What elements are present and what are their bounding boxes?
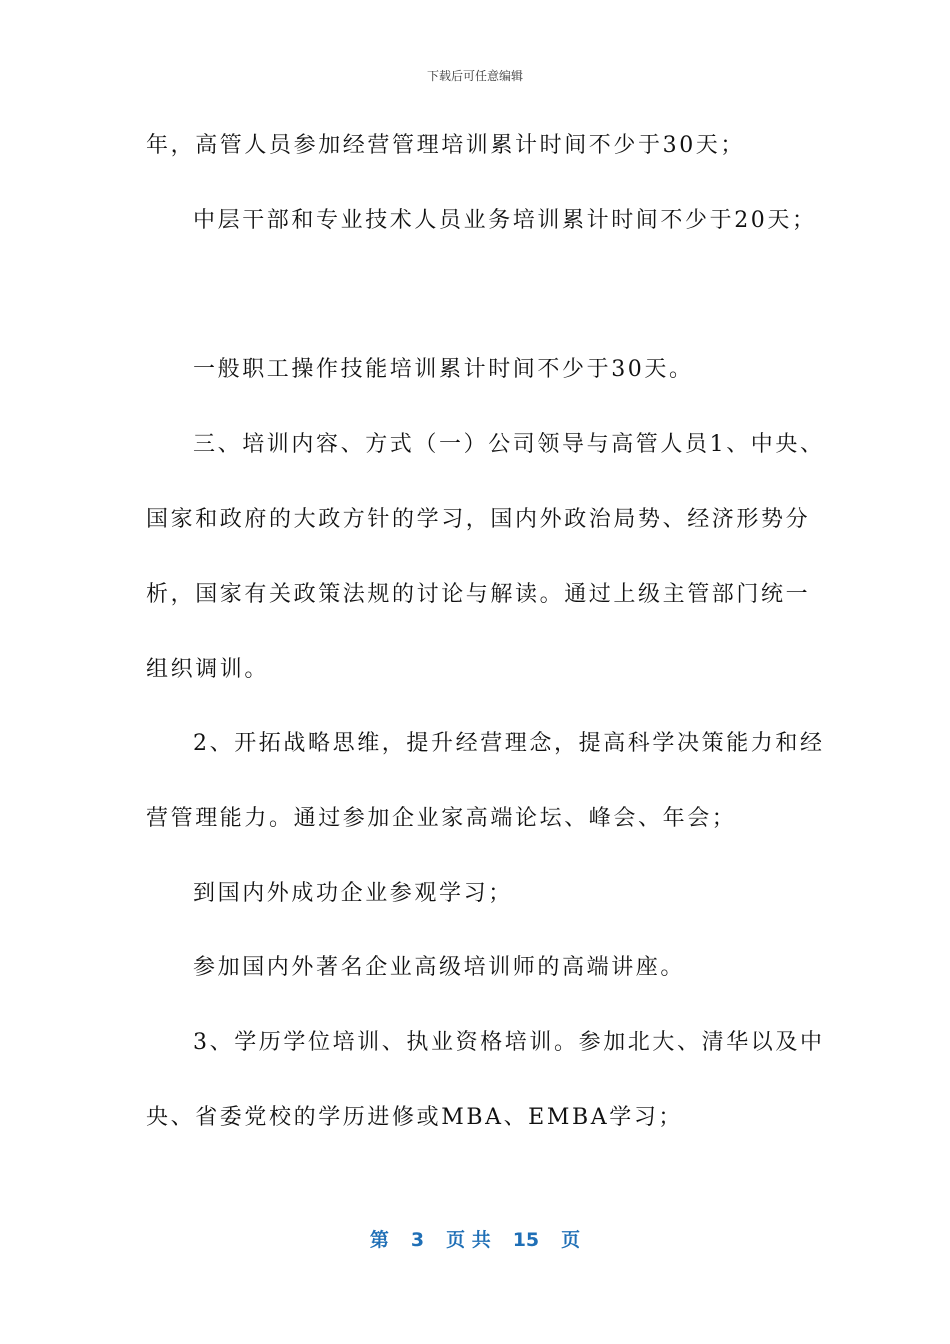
paragraph-line: 国家和政府的大政方针的学习，国内外政治局势、经济形势分 xyxy=(146,507,811,532)
paragraph-line: 析，国家有关政策法规的讨论与解读。通过上级主管部门统一 xyxy=(146,582,811,607)
paragraph-line: 参加国内外著名企业高级培训师的高端讲座。 xyxy=(193,955,686,980)
header-note: 下载后可任意编辑 xyxy=(426,69,523,83)
paragraph-line: 到国内外成功企业参观学习； xyxy=(193,881,513,906)
page-number: 3 xyxy=(410,1229,425,1251)
paragraph-line: 3、学历学位培训、执业资格培训。参加北大、清华以及中 xyxy=(193,1030,825,1055)
paragraph-line: 2、开拓战略思维，提升经营理念，提高科学决策能力和经 xyxy=(193,731,825,756)
page-suffix: 页 xyxy=(561,1229,581,1251)
paragraph-line: 一般职工操作技能培训累计时间不少于30天。 xyxy=(193,357,694,382)
page-prefix: 第 xyxy=(369,1229,389,1251)
paragraph-line: 中层干部和专业技术人员业务培训累计时间不少于20天； xyxy=(193,208,817,233)
paragraph-line: 央、省委党校的学历进修或MBA、EMBA学习； xyxy=(146,1105,684,1130)
total-pages: 15 xyxy=(512,1229,540,1251)
page-footer xyxy=(0,1225,950,1252)
paragraph-line: 年，高管人员参加经营管理培训累计时间不少于30天； xyxy=(146,133,745,158)
page-mid: 页 共 xyxy=(446,1229,491,1251)
paragraph-line: 三、培训内容、方式（一）公司领导与高管人员1、中央、 xyxy=(193,432,825,457)
paragraph-line: 营管理能力。通过参加企业家高端论坛、峰会、年会； xyxy=(146,806,737,831)
paragraph-line: 组织调训。 xyxy=(146,657,270,682)
